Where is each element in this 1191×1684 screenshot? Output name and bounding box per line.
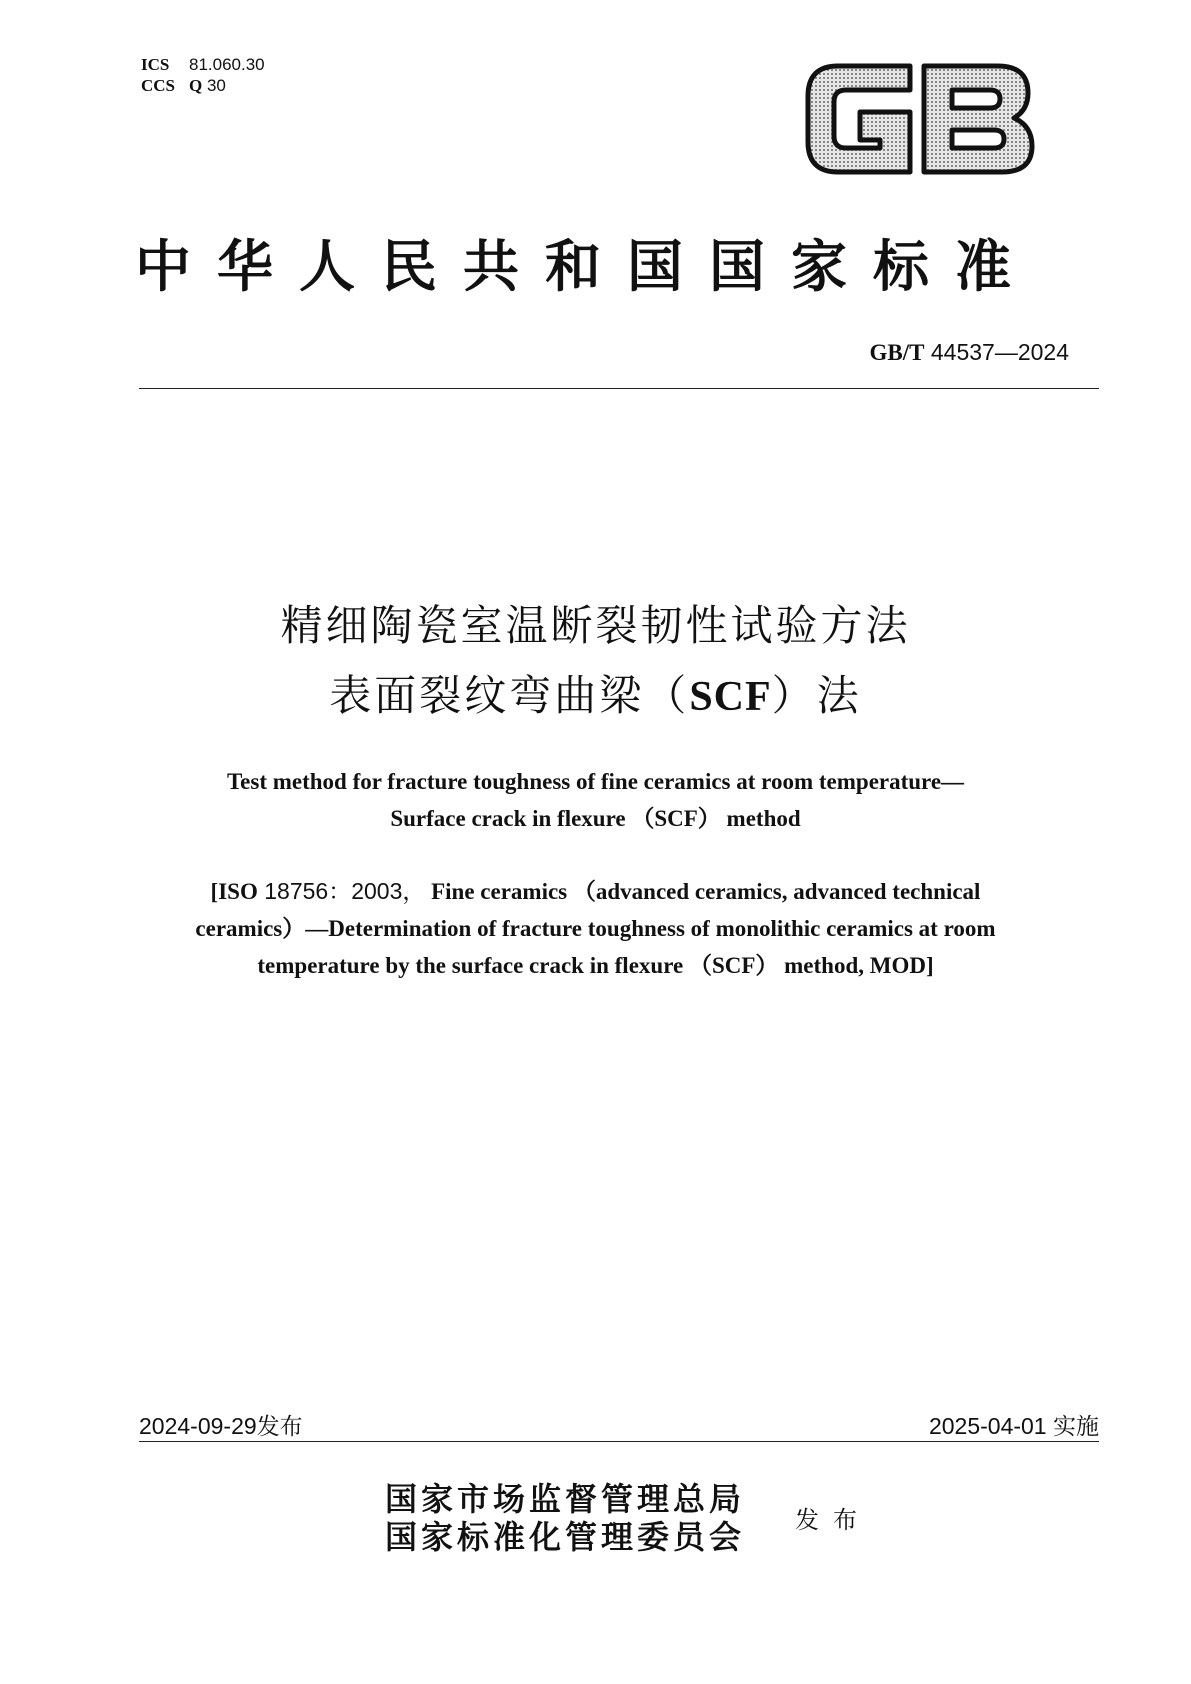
ccs-number: 30 <box>206 76 226 95</box>
issue-date-label: 发布 <box>256 1414 303 1440</box>
ics-value: 81.060.30 <box>189 55 265 74</box>
title-cn-line2 <box>0 662 1191 731</box>
title-en-line1: Test method for fracture toughness of fine ceramics at room temperature— <box>226 769 965 794</box>
bottom-divider <box>139 1441 1099 1442</box>
impl-date-value: 2025-04-01 <box>928 1413 1047 1439</box>
adoption-number: 18756：2003， <box>257 878 426 904</box>
adoption-line2: ceramics）—Determination of fracture toughness of monolithic ceramics at room <box>195 916 996 941</box>
ccs-line <box>141 75 265 96</box>
ccs-letter: Q <box>189 76 203 95</box>
adoption-line1 <box>0 872 1191 911</box>
issue-date <box>139 1408 303 1441</box>
adoption-rest: Fine ceramics （advanced ceramics, advanced technical <box>425 879 981 904</box>
adoption-open: [ISO <box>210 879 258 904</box>
issuer-block <box>385 1480 745 1556</box>
national-standard-heading: 中华人民共和国国家标准 <box>135 234 1037 300</box>
ics-label: ICS <box>141 55 170 74</box>
issuer-line1: 国家市场监督管理总局 <box>385 1480 746 1518</box>
title-cn-line2-post: ）法 <box>771 671 862 720</box>
title-en-line2: Surface crack in flexure （SCF） method <box>390 806 801 831</box>
publish-label: 发布 <box>795 1506 871 1534</box>
ics-line <box>141 54 265 75</box>
implementation-date <box>929 1408 1099 1441</box>
gb-logo-letters <box>808 66 1032 172</box>
top-divider <box>139 388 1099 389</box>
impl-date-label: 实施 <box>1053 1414 1099 1440</box>
title-cn-line2-pre: 表面裂纹弯曲梁（ <box>329 671 690 720</box>
standard-number <box>870 339 1069 366</box>
issuer-line2: 国家标准化管理委员会 <box>385 1518 746 1556</box>
title-cn-line2-latin: SCF <box>689 674 772 720</box>
standard-code: 44537—2024 <box>930 339 1069 365</box>
gb-logo <box>802 60 1038 178</box>
standard-prefix: GB/T <box>869 340 925 365</box>
title-cn-line1: 精细陶瓷室温断裂韧性试验方法 <box>280 601 911 650</box>
classification-codes <box>141 54 265 96</box>
adoption-line3: temperature by the surface crack in flexure （SCF） method, MOD] <box>257 953 934 978</box>
issue-date-value: 2024-09-29 <box>139 1413 257 1439</box>
ccs-label: CCS <box>141 76 176 95</box>
